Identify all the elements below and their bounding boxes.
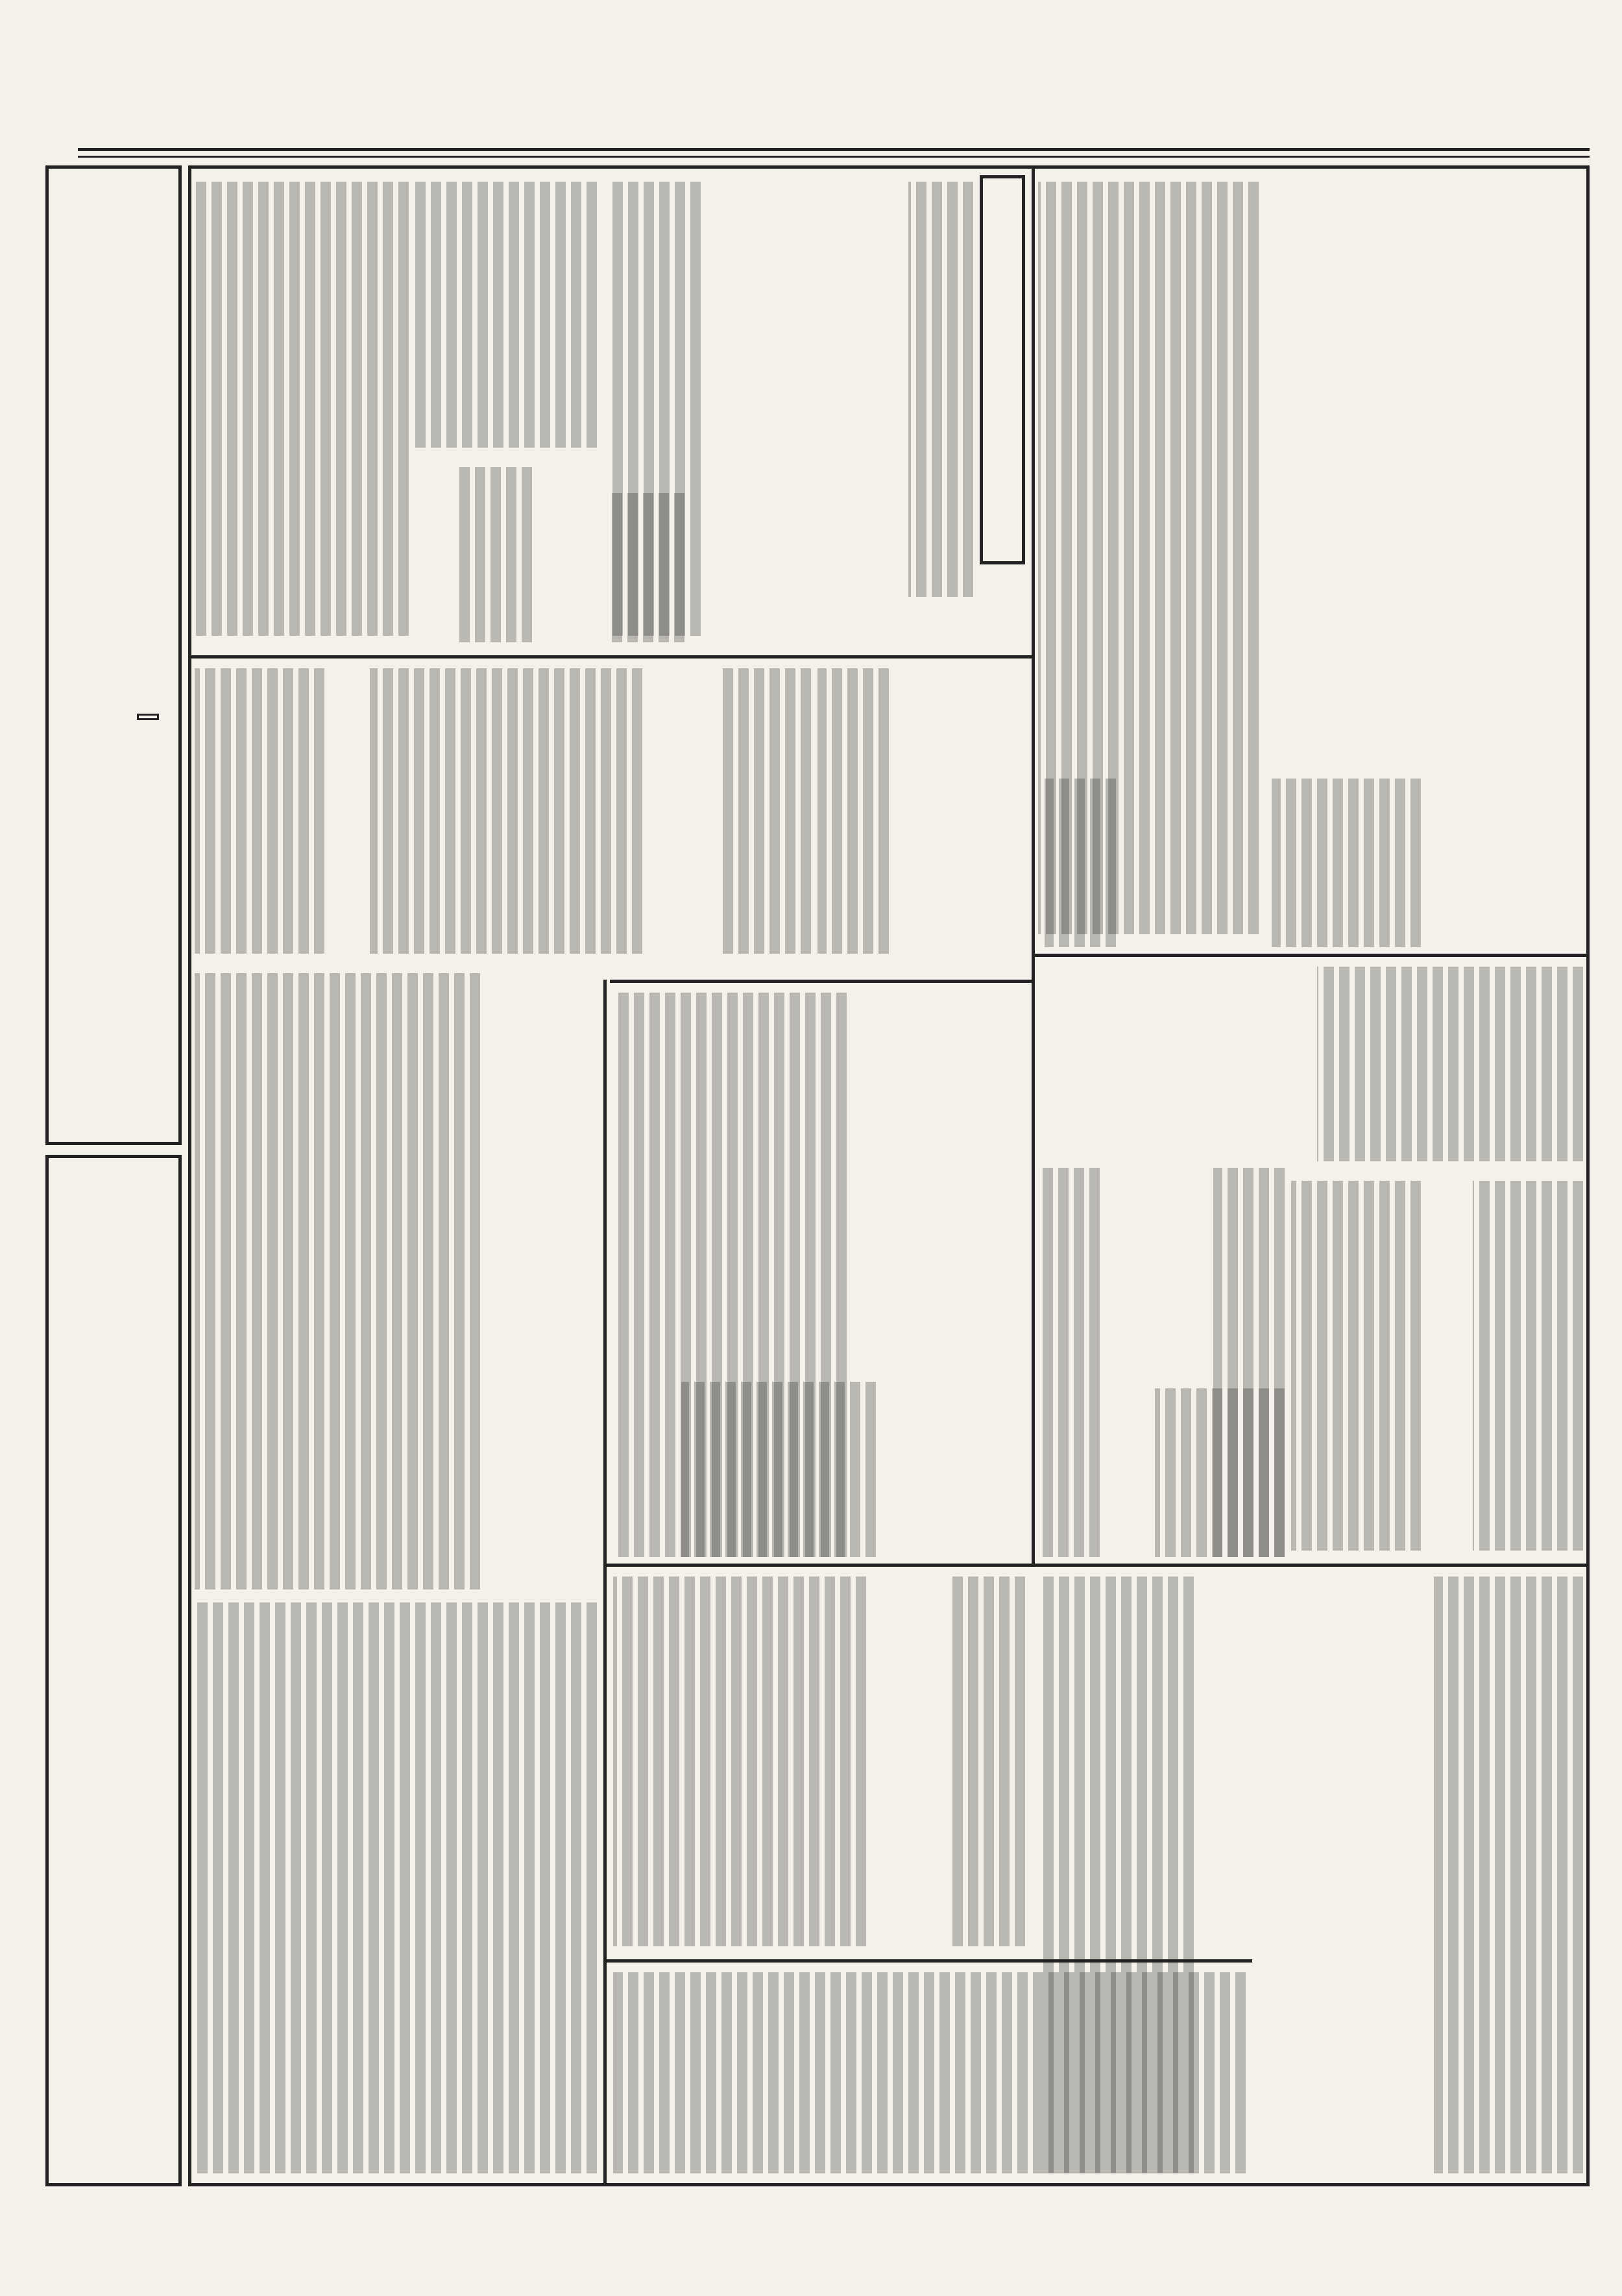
- lower-band-body: [681, 1382, 876, 1557]
- chuan-body: [454, 467, 532, 642]
- shiyi-body: [1317, 967, 1583, 1161]
- lead-story-body-2: [1272, 779, 1421, 947]
- masthead-rule-2: [78, 156, 1590, 158]
- yubei-body: [1473, 1181, 1583, 1551]
- encourage-body: [1045, 779, 1116, 947]
- fu-body: [720, 668, 811, 954]
- us-body: [613, 1577, 866, 1946]
- yubei-body-2: [1291, 1181, 1421, 1551]
- column-rule: [603, 980, 607, 2186]
- juxian-body: [195, 182, 409, 636]
- people-body: [817, 668, 889, 954]
- jiang-body: [1038, 1168, 1100, 1557]
- section-rule: [1032, 954, 1590, 957]
- hunan-tag: [137, 714, 159, 720]
- column-rule: [1032, 655, 1035, 1564]
- sumatra-body: [370, 668, 642, 954]
- supply-body: [1434, 1577, 1583, 2173]
- hunan-products: [49, 753, 172, 1129]
- ad-hunan: [45, 165, 182, 1145]
- section-rule: [603, 1564, 1590, 1567]
- masthead: [78, 114, 1590, 146]
- long-body: [610, 493, 684, 642]
- jingzhong-body: [195, 973, 480, 1589]
- column-rule: [1032, 165, 1035, 655]
- us-body-2: [947, 1577, 1025, 1946]
- anhui-body: [908, 182, 973, 597]
- ad-zhonghua: [45, 1155, 182, 2186]
- shanghai-body: [613, 1972, 1246, 2173]
- anhui-box: [980, 175, 1025, 564]
- section-rule: [188, 655, 1032, 659]
- section-rule: [610, 980, 1032, 983]
- masthead-rule: [78, 148, 1590, 151]
- jingzhong-body-2: [195, 1602, 597, 2173]
- sumatra-body-2: [195, 668, 324, 954]
- lower-band-body-2: [1155, 1388, 1285, 1557]
- column-body: [415, 182, 597, 448]
